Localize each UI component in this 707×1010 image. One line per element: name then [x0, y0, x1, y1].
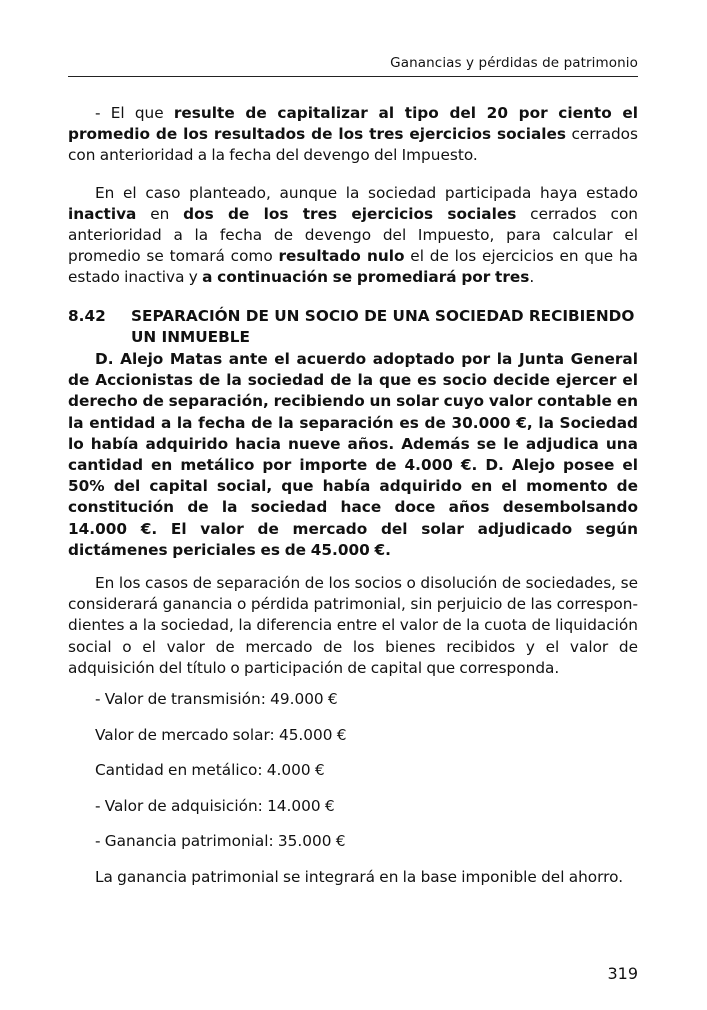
conclusion-paragraph: La ganancia patrimonial se integrará en la base imponible del ahorro.	[95, 867, 624, 886]
case-statement: D. Alejo Matas ante el acuerdo adoptado por la Junta General de Accionistas de la sociedad de la que es socio decide ejercer el derecho de separación, recibiendo un solar cuyo valor contable en la entidad a la fecha de la separación es de 30.000 €, la Sociedad lo había adquirido hacia nueve años. Además se le adjudica una cantidad en metálico por importe de 4.000 €. D. Alejo posee el 50% del capital social, que había adquirido en el momento de constitución de la sociedad hace doce años desembolsando 14.000 €. El valor de mercado del solar adjudicado según dictámenes periciales es de 45.000 €.	[68, 350, 638, 559]
bold-run: dos de los tres ejercicios sociales	[183, 204, 517, 223]
header-rule	[68, 76, 638, 77]
text-run: .	[529, 268, 535, 287]
section-title: SEPARACIÓN DE UN SOCIO DE UNA SOCIEDAD RECIBIENDO UN INMUEBLE	[131, 306, 635, 346]
calc-line-market-value: Valor de mercado solar: 45.000 €	[95, 725, 347, 744]
section-number: 8.42	[68, 306, 106, 325]
section-heading	[68, 306, 638, 348]
text-run: cerrados con anterioridad a la fecha de devengo del Impuesto, para calcular el promedio se tomará como	[68, 204, 638, 266]
page-content	[68, 103, 638, 888]
book-page	[68, 0, 638, 1010]
bold-run: a continuación se promediará por tres	[202, 268, 530, 287]
paragraph-separation-rule: En los casos de separación de los socios o disolución de sociedades, se considerará ganancia o pérdida patrimonial, sin perjuicio de las correspondientes a la sociedad, la diferencia entre el valor de la cuota de liquidación social o el valor de mercado de los bienes recibidos y el valor de adquisición del título o participación de capital que corresponda.	[68, 574, 638, 677]
calc-line-capital-gain: - Ganancia patrimonial: 35.000 €	[95, 832, 346, 851]
bold-run: resulte de capitalizar al tipo del 20 por ciento el promedio de los resultados de los tres ejercicios sociales	[68, 104, 638, 144]
bold-run: inactiva	[68, 204, 137, 223]
calc-line-transmission-value: - Valor de transmisión: 49.000 €	[95, 690, 338, 709]
paragraph-case-application	[68, 183, 638, 289]
text-run: En el caso planteado, aunque la sociedad participada haya estado	[95, 183, 638, 202]
running-header: Ganancias y pérdidas de patrimonio	[390, 55, 638, 71]
text-run: el de los ejercicios en que ha estado inactiva y	[68, 247, 638, 287]
text-run: cerrados con anterioridad a la fecha del devengo del Impuesto.	[68, 125, 638, 165]
calc-line-cash-amount: Cantidad en metálico: 4.000 €	[95, 761, 325, 780]
page-number: 319	[607, 964, 638, 983]
paragraph-capitalization-rule	[68, 103, 638, 167]
bold-run: resultado nulo	[278, 247, 405, 266]
text-run: en	[136, 204, 184, 223]
text-run: - El que	[95, 104, 174, 122]
calc-line-acquisition-value: - Valor de adquisición: 14.000 €	[95, 796, 335, 815]
